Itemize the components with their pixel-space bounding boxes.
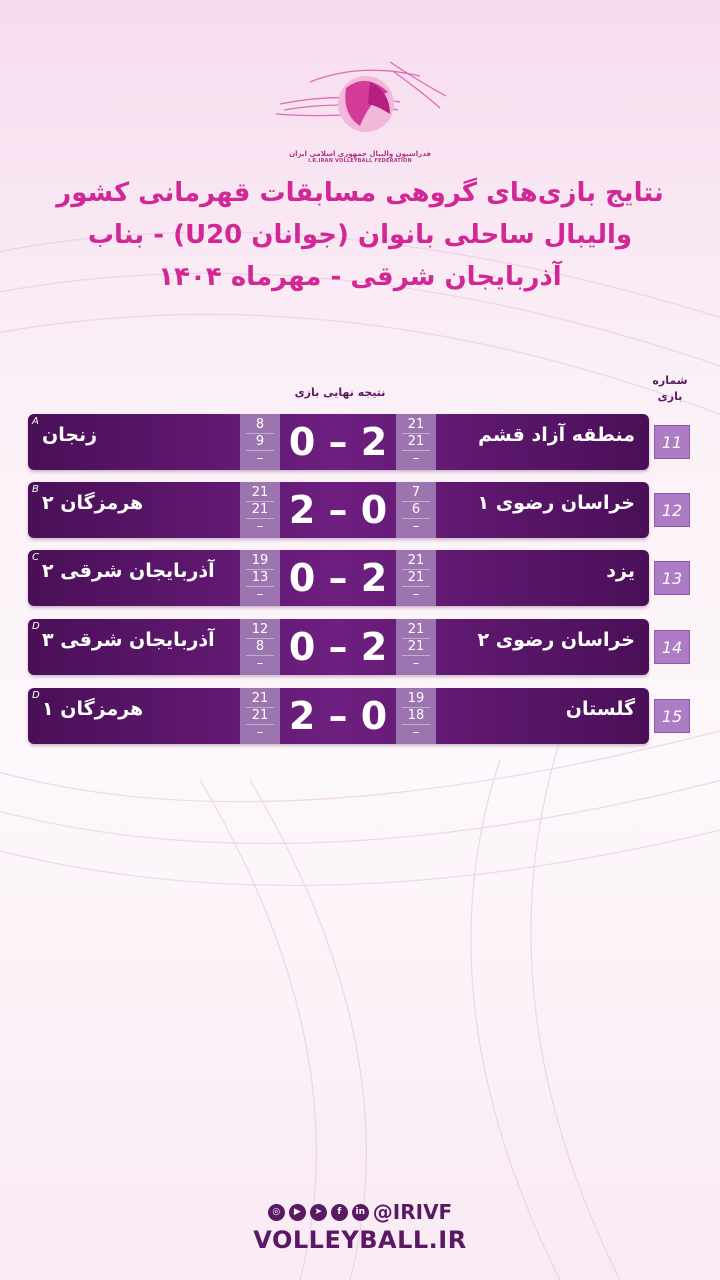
final-score: 0 – 2 <box>288 420 388 464</box>
set-score: 21 <box>402 570 430 587</box>
set-score: – <box>412 656 420 671</box>
set-score: – <box>256 656 264 671</box>
set-score: – <box>412 451 420 466</box>
set-score: – <box>412 725 420 740</box>
set-score: 21 <box>402 434 430 451</box>
instagram-icon[interactable]: ◎ <box>268 1204 285 1221</box>
set-score: 21 <box>402 622 430 639</box>
set-scores-right <box>396 414 436 470</box>
set-score: 19 <box>246 553 274 570</box>
set-scores-left <box>240 619 280 675</box>
match-number-header: شماره بازی <box>652 374 688 403</box>
group-label: A <box>32 416 39 427</box>
set-score: 9 <box>246 434 274 451</box>
set-scores-right <box>396 550 436 606</box>
team-left: زنجان <box>42 424 98 446</box>
final-score: 2 – 0 <box>288 694 388 738</box>
set-scores-left <box>240 482 280 538</box>
logo-caption <box>270 150 450 164</box>
set-scores-right <box>396 688 436 744</box>
team-right: منطقه آزاد قشم <box>478 424 635 446</box>
set-score: 21 <box>246 708 274 725</box>
page-title <box>40 172 680 298</box>
final-score: 2 – 0 <box>288 488 388 532</box>
set-score: – <box>256 587 264 602</box>
set-score: 21 <box>402 417 430 434</box>
team-right: گلستان <box>565 698 635 720</box>
team-left: آذربایجان شرقی ۲ <box>42 560 215 582</box>
group-label: D <box>32 690 40 701</box>
title-line-2: والیبال ساحلی بانوان (جوانان U20) - بناب <box>87 220 633 250</box>
final-score: 0 – 2 <box>288 556 388 600</box>
set-score: 21 <box>246 502 274 519</box>
set-score: – <box>412 519 420 534</box>
website-link[interactable]: VOLLEYBALL.IR <box>253 1226 467 1254</box>
match-number: 11 <box>654 425 690 459</box>
group-label: B <box>32 484 39 495</box>
team-right: خراسان رضوی ۱ <box>477 492 635 514</box>
set-score: 21 <box>402 639 430 656</box>
set-score: 21 <box>402 553 430 570</box>
facebook-icon[interactable]: f <box>331 1204 348 1221</box>
telegram-icon[interactable]: ➤ <box>310 1204 327 1221</box>
match-number: 12 <box>654 493 690 527</box>
set-scores-left <box>240 688 280 744</box>
social-handle[interactable]: @IRIVF <box>372 1200 453 1224</box>
set-score: 7 <box>402 485 430 502</box>
team-left: هرمزگان ۲ <box>42 492 144 514</box>
group-label: D <box>32 621 40 632</box>
set-score: 18 <box>402 708 430 725</box>
group-label: C <box>32 552 39 563</box>
final-score: 0 – 2 <box>288 625 388 669</box>
match-number: 14 <box>654 630 690 664</box>
match-row <box>28 482 649 538</box>
team-right: یزد <box>606 560 635 582</box>
final-result-header: نتیجه نهایی بازی <box>294 386 386 399</box>
logo-caption-en: I.R.IRAN VOLLEYBALL FEDERATION <box>308 158 412 164</box>
set-score: – <box>256 451 264 466</box>
set-score: – <box>256 519 264 534</box>
set-score: 21 <box>246 691 274 708</box>
set-scores-left <box>240 550 280 606</box>
set-score: 8 <box>246 639 274 656</box>
linkedin-icon[interactable]: in <box>352 1204 369 1221</box>
team-right: خراسان رضوی ۲ <box>477 629 635 651</box>
team-left: آذربایجان شرقی ۳ <box>42 629 215 651</box>
set-score: 13 <box>246 570 274 587</box>
match-number: 15 <box>654 699 690 733</box>
set-score: 6 <box>402 502 430 519</box>
set-scores-right <box>396 619 436 675</box>
set-scores-left <box>240 414 280 470</box>
set-score: 8 <box>246 417 274 434</box>
match-row <box>28 688 649 744</box>
set-score: – <box>256 725 264 740</box>
team-left: هرمزگان ۱ <box>42 698 144 720</box>
set-score: 12 <box>246 622 274 639</box>
set-score: – <box>412 587 420 602</box>
match-row <box>28 414 649 470</box>
federation-logo <box>270 52 450 164</box>
set-scores-right <box>396 482 436 538</box>
set-score: 21 <box>246 485 274 502</box>
match-row <box>28 619 649 675</box>
match-row <box>28 550 649 606</box>
youtube-icon[interactable]: ▶ <box>289 1204 306 1221</box>
footer <box>220 1200 500 1254</box>
social-links <box>220 1200 500 1224</box>
logo-caption-fa: فدراسیون والیبال جمهوری اسلامی ایران <box>289 150 431 158</box>
title-line-1: نتایج بازی‌های گروهی مسابقات قهرمانی کشور <box>56 178 664 208</box>
title-line-3: آذربایجان شرقی - مهرماه ۱۴۰۴ <box>158 262 562 292</box>
match-number: 13 <box>654 561 690 595</box>
set-score: 19 <box>402 691 430 708</box>
